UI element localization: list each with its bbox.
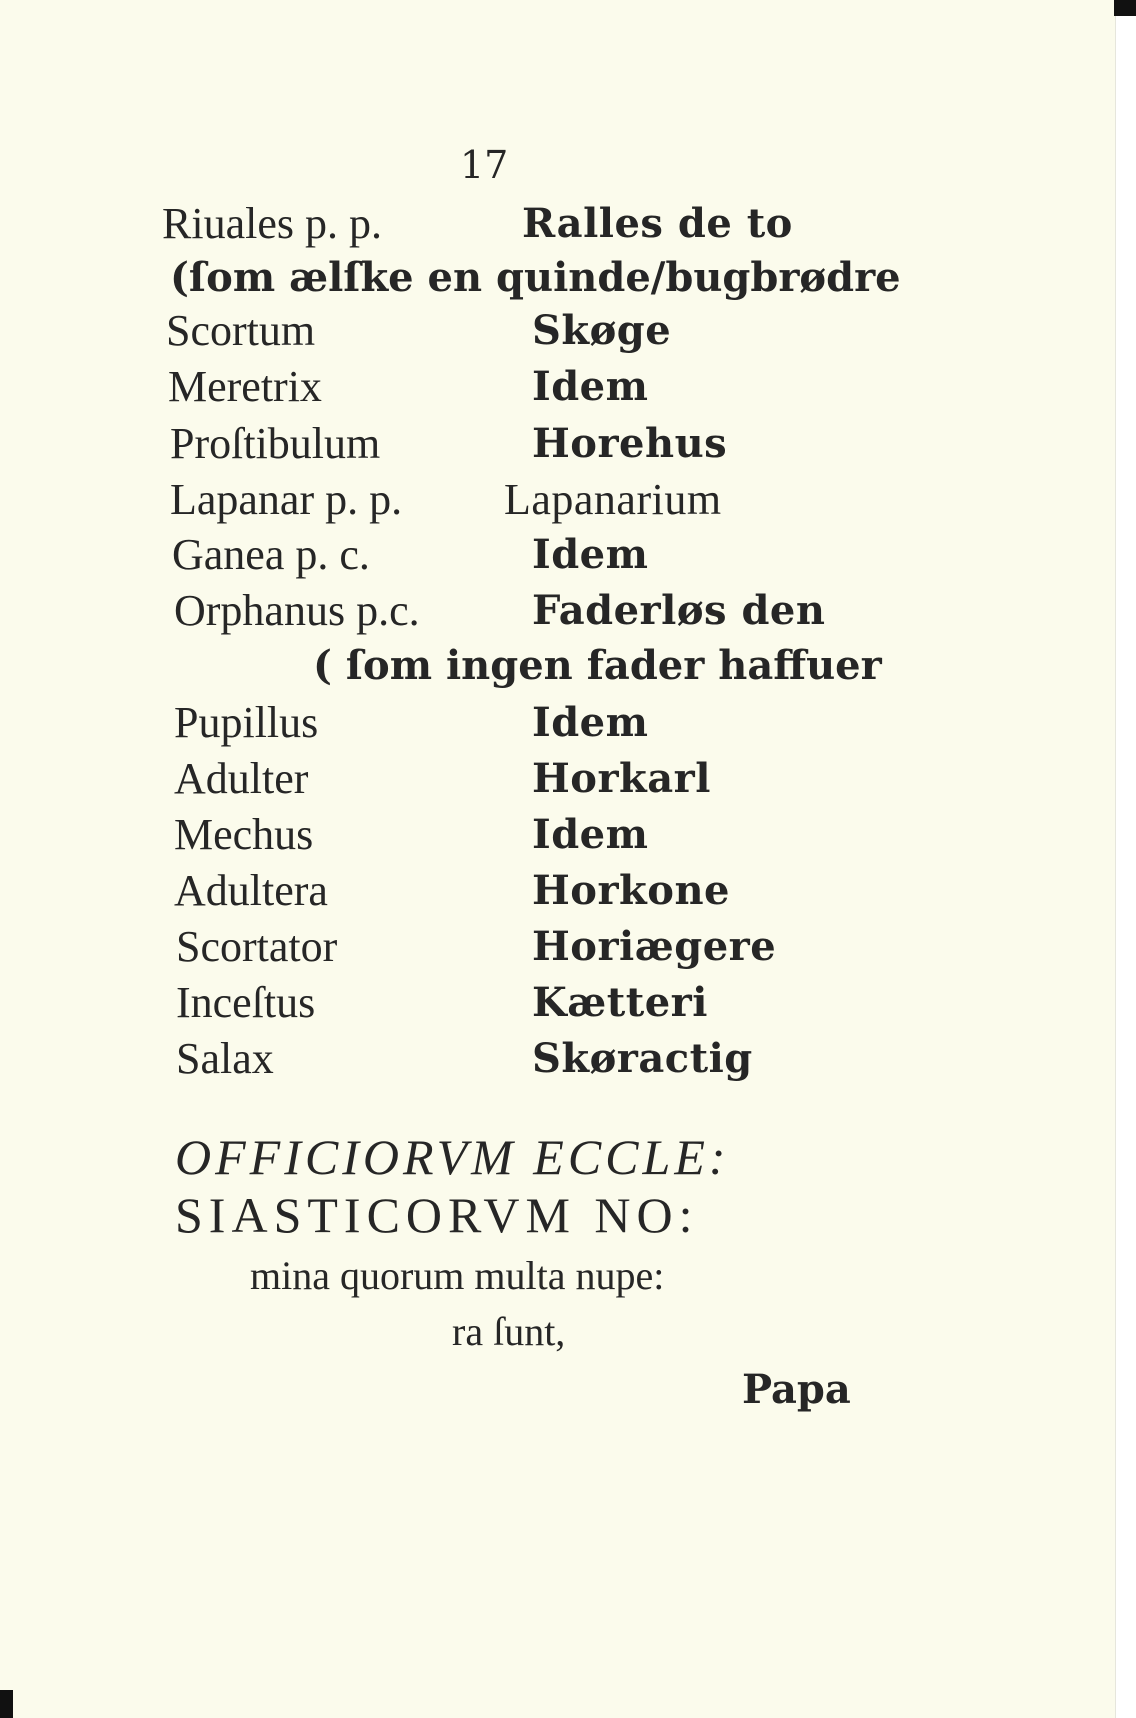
page-edge bbox=[1115, 0, 1136, 1718]
danish-term: Idem bbox=[532, 531, 649, 578]
danish-term: Faderløs den bbox=[532, 587, 826, 634]
latin-term: Scortum bbox=[166, 306, 316, 355]
page-number: 17 bbox=[460, 143, 509, 187]
scan-registration-mark-top bbox=[1114, 0, 1136, 16]
danish-term: Idem bbox=[532, 363, 649, 410]
danish-term: Horkone bbox=[532, 867, 730, 914]
section-heading-line: mina quorum multa nupe: bbox=[250, 1253, 665, 1298]
scan-registration-mark-bottom bbox=[0, 1690, 13, 1718]
danish-term: Kætteri bbox=[532, 979, 708, 1026]
danish-term: Idem bbox=[532, 699, 649, 746]
latin-term: Adulter bbox=[174, 754, 309, 803]
section-heading-line: SIASTICORVM NO: bbox=[175, 1187, 699, 1243]
latin-term: Mechus bbox=[174, 810, 314, 859]
danish-term: Ralles de to bbox=[522, 200, 793, 247]
danish-term: Horkarl bbox=[532, 755, 711, 802]
latin-term: Proſtibulum bbox=[170, 419, 381, 468]
section-heading-line: ra ſunt, bbox=[452, 1309, 566, 1354]
latin-term: Scortator bbox=[176, 922, 338, 971]
latin-term: Riuales p. p. bbox=[162, 199, 382, 248]
danish-term: Idem bbox=[532, 811, 649, 858]
catchword: Papa bbox=[742, 1366, 851, 1413]
latin-term: Adultera bbox=[174, 866, 328, 915]
continuation-line: (ſom ælſke en quinde/bugbrødre bbox=[170, 254, 901, 301]
latin-term: Meretrix bbox=[168, 362, 322, 411]
latin-term: Lapanar p. p. bbox=[170, 475, 403, 524]
continuation-line: ( ſom ingen fader haffuer bbox=[313, 642, 882, 689]
danish-term: Skøractig bbox=[532, 1035, 753, 1082]
danish-term: Lapanarium bbox=[504, 475, 722, 524]
latin-term: Salax bbox=[176, 1034, 274, 1083]
section-heading-line: OFFICIORVM ECCLE: bbox=[175, 1129, 730, 1185]
latin-term: Pupillus bbox=[174, 698, 319, 747]
latin-term: Ganea p. c. bbox=[172, 530, 370, 579]
latin-term: Inceſtus bbox=[176, 978, 316, 1027]
danish-term: Horehus bbox=[532, 420, 728, 467]
danish-term: Horiægere bbox=[532, 923, 777, 970]
danish-term: Skøge bbox=[532, 307, 672, 354]
latin-term: Orphanus p.c. bbox=[174, 586, 420, 635]
